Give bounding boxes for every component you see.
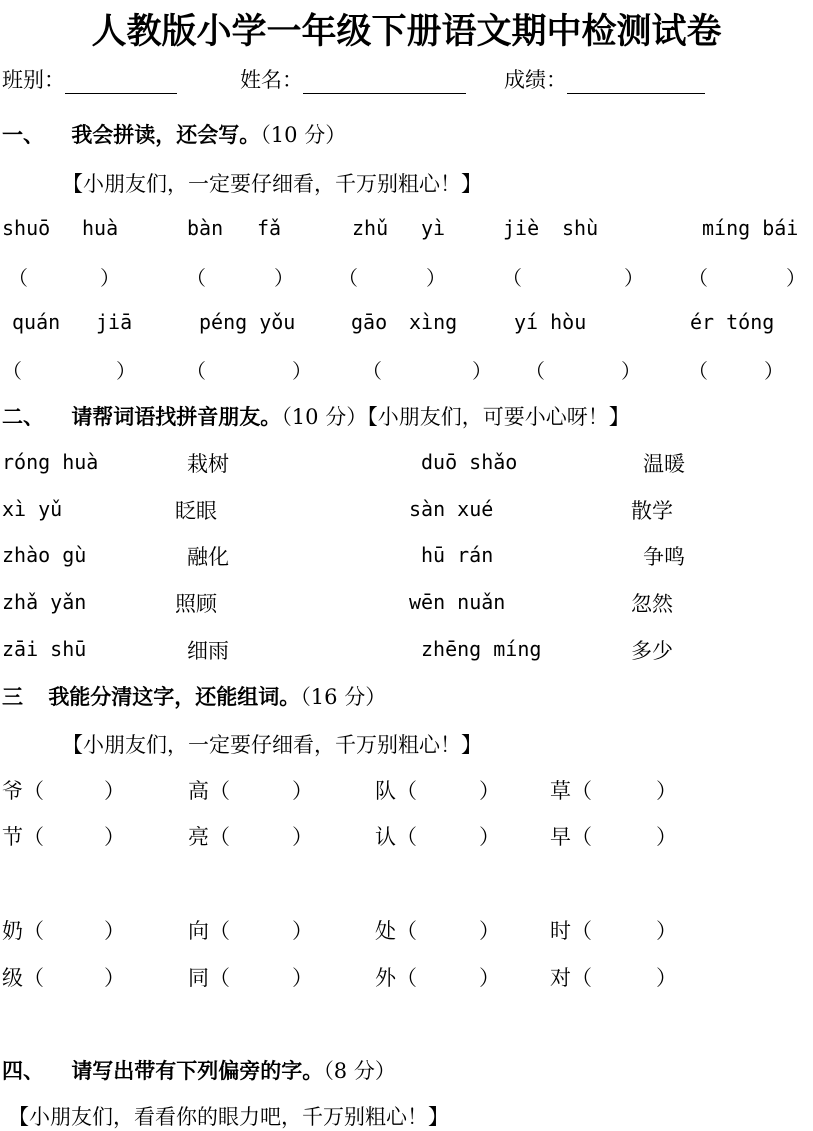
pinyin: ér tóng bbox=[690, 310, 775, 334]
section1-tip: 【小朋友们，一定要仔细看，千万别粗心！】 bbox=[62, 172, 482, 196]
pinyin: quán bbox=[12, 310, 61, 334]
score-field[interactable] bbox=[504, 64, 705, 94]
char-item[interactable]: 早（ ） bbox=[550, 825, 677, 849]
class-blank[interactable] bbox=[65, 71, 177, 94]
name-field[interactable] bbox=[240, 64, 466, 94]
char-item[interactable]: 爷（ ） bbox=[2, 779, 125, 803]
pinyin: míng bái bbox=[702, 216, 799, 240]
pinyin: xìng bbox=[409, 310, 458, 334]
pinyin: zhǔ bbox=[352, 216, 389, 240]
section3-heading bbox=[2, 681, 386, 711]
section4-score: （8 分） bbox=[323, 1059, 396, 1083]
section3-text: 我能分清这字，还能组词。 bbox=[48, 685, 301, 709]
section4-heading bbox=[2, 1055, 396, 1085]
answer-box[interactable]: （ ） bbox=[2, 359, 136, 383]
match-pinyin[interactable]: róng huà bbox=[2, 450, 99, 474]
char-item[interactable]: 高（ ） bbox=[188, 779, 313, 803]
match-word[interactable]: 争鸣 bbox=[643, 545, 685, 569]
char-item[interactable]: 认（ ） bbox=[375, 825, 500, 849]
answer-box[interactable]: （ ） bbox=[688, 266, 806, 290]
char-item[interactable]: 奶（ ） bbox=[2, 919, 125, 943]
char-item[interactable]: 时（ ） bbox=[550, 919, 677, 943]
section3-num: 三 bbox=[2, 685, 23, 709]
match-word[interactable]: 照顾 bbox=[175, 592, 217, 616]
pinyin: shù bbox=[562, 216, 599, 240]
match-pinyin[interactable]: zhǎ yǎn bbox=[2, 590, 87, 614]
class-field[interactable] bbox=[2, 64, 177, 94]
char-item[interactable]: 级（ ） bbox=[2, 966, 125, 990]
section1-heading bbox=[2, 119, 346, 149]
score-blank[interactable] bbox=[567, 71, 705, 94]
match-pinyin[interactable]: zhào gù bbox=[2, 543, 87, 567]
section4-tip: 【小朋友们，看看你的眼力吧，千万别粗心！】 bbox=[8, 1105, 449, 1129]
match-pinyin[interactable]: zhēng míng bbox=[421, 637, 542, 661]
section2-heading bbox=[2, 401, 630, 431]
match-pinyin[interactable]: hū rán bbox=[421, 543, 494, 567]
section2-tip: 【小朋友们，可要小心呀！】 bbox=[367, 405, 630, 429]
class-label: 班别： bbox=[2, 68, 65, 92]
pinyin: huà bbox=[82, 216, 119, 240]
match-word[interactable]: 细雨 bbox=[187, 639, 229, 663]
char-item[interactable]: 队（ ） bbox=[375, 779, 500, 803]
answer-box[interactable]: （ ） bbox=[362, 359, 492, 383]
section1-score: （10 分） bbox=[260, 123, 347, 147]
char-item[interactable]: 草（ ） bbox=[550, 779, 677, 803]
section1-text: 我会拼读，还会写。 bbox=[71, 123, 261, 147]
match-word[interactable]: 多少 bbox=[631, 639, 673, 663]
name-blank[interactable] bbox=[303, 71, 466, 94]
pinyin: gāo bbox=[351, 310, 388, 334]
section3-tip: 【小朋友们，一定要仔细看，千万别粗心！】 bbox=[62, 733, 482, 757]
name-label: 姓名： bbox=[240, 68, 303, 92]
section4-num: 四、 bbox=[2, 1059, 44, 1083]
section2-text: 请帮词语找拼音朋友。 bbox=[71, 405, 282, 429]
answer-box[interactable]: （ ） bbox=[8, 266, 120, 290]
match-pinyin[interactable]: xì yǔ bbox=[2, 497, 63, 521]
char-item[interactable]: 处（ ） bbox=[375, 919, 500, 943]
section1-num: 一、 bbox=[2, 123, 44, 147]
pinyin: fǎ bbox=[257, 216, 282, 240]
char-item[interactable]: 亮（ ） bbox=[188, 825, 313, 849]
answer-box[interactable]: （ ） bbox=[186, 359, 312, 383]
char-item[interactable]: 向（ ） bbox=[188, 919, 313, 943]
match-word[interactable]: 眨眼 bbox=[175, 499, 217, 523]
pinyin: yì bbox=[421, 216, 446, 240]
match-word[interactable]: 忽然 bbox=[631, 592, 673, 616]
match-word[interactable]: 融化 bbox=[187, 545, 229, 569]
page-title: 人教版小学一年级下册语文期中检测试卷 bbox=[91, 12, 722, 52]
pinyin: bàn bbox=[187, 216, 224, 240]
match-word[interactable]: 温暖 bbox=[643, 452, 685, 476]
char-item[interactable]: 外（ ） bbox=[375, 966, 500, 990]
pinyin: shuō bbox=[2, 216, 51, 240]
pinyin: yí hòu bbox=[514, 310, 587, 334]
match-pinyin[interactable]: sàn xué bbox=[409, 497, 494, 521]
answer-box[interactable]: （ ） bbox=[186, 266, 294, 290]
section2-score: （10 分） bbox=[281, 405, 368, 429]
section4-text: 请写出带有下列偏旁的字。 bbox=[71, 1059, 324, 1083]
char-item[interactable]: 同（ ） bbox=[188, 966, 313, 990]
pinyin: jiè bbox=[503, 216, 540, 240]
match-pinyin[interactable]: zāi shū bbox=[2, 637, 87, 661]
section2-num: 二、 bbox=[2, 405, 44, 429]
match-word[interactable]: 栽树 bbox=[187, 452, 229, 476]
pinyin: jiā bbox=[96, 310, 133, 334]
char-item[interactable]: 节（ ） bbox=[2, 825, 125, 849]
answer-box[interactable]: （ ） bbox=[338, 266, 446, 290]
answer-box[interactable]: （ ） bbox=[502, 266, 644, 290]
pinyin: péng yǒu bbox=[199, 310, 296, 334]
char-item[interactable]: 对（ ） bbox=[550, 966, 677, 990]
section3-score: （16 分） bbox=[300, 685, 387, 709]
answer-box[interactable]: （ ） bbox=[525, 359, 641, 383]
answer-box[interactable]: （ ） bbox=[688, 359, 784, 383]
match-word[interactable]: 散学 bbox=[631, 499, 673, 523]
score-label: 成绩： bbox=[504, 68, 567, 92]
match-pinyin[interactable]: wēn nuǎn bbox=[409, 590, 506, 614]
match-pinyin[interactable]: duō shǎo bbox=[421, 450, 518, 474]
